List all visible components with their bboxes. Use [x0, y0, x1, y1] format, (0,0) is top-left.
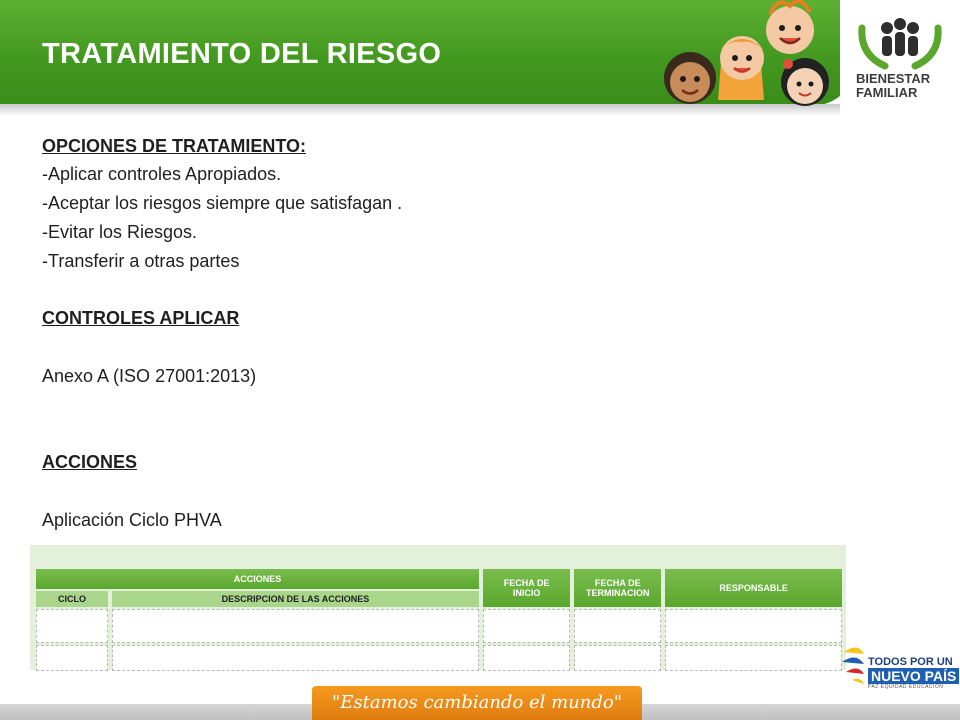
header-banner	[0, 0, 960, 120]
table-cell	[112, 609, 479, 643]
brand-line-2: NUEVO PAÍS	[868, 668, 959, 684]
acciones-table	[32, 567, 846, 673]
table-cell	[665, 609, 842, 643]
fecha-inicio-line1: FECHA DE	[503, 578, 550, 588]
fecha-term-line2: TERMINACION	[586, 588, 650, 598]
table-cell	[574, 609, 661, 643]
opcion-item: -Evitar los Riesgos.	[42, 222, 198, 242]
acciones-table-image	[30, 545, 846, 670]
table-cell	[574, 645, 661, 671]
logo-line-1: BIENESTAR	[856, 71, 931, 86]
table-cell	[483, 645, 570, 671]
table-header-ciclo: CICLO	[36, 591, 108, 607]
family-hands-icon	[840, 0, 960, 70]
brand-line-1: TODOS POR UN	[868, 656, 953, 668]
acciones-heading: ACCIONES	[42, 452, 138, 472]
table-header-descripcion: DESCRIPCION DE LAS ACCIONES	[112, 591, 479, 607]
table-row	[36, 645, 842, 671]
logo-text	[856, 72, 956, 100]
opcion-item: -Transferir a otras partes	[42, 251, 240, 271]
bienestar-familiar-logo	[840, 0, 960, 120]
table-cell	[112, 645, 479, 671]
table-cell	[483, 609, 570, 643]
logo-line-2: FAMILIAR	[856, 85, 918, 100]
controles-heading: CONTROLES APLICAR	[42, 308, 240, 328]
slogan-banner	[312, 686, 642, 720]
page-title: TRATAMIENTO DEL RIESGO	[42, 38, 442, 70]
children-illustration	[660, 0, 850, 110]
fecha-term-line1: FECHA DE	[594, 578, 641, 588]
fecha-inicio-line2: INICIO	[512, 588, 541, 598]
opcion-item: -Aceptar los riesgos siempre que satisfagan .	[42, 193, 403, 213]
acciones-text: Aplicación Ciclo PHVA	[42, 510, 222, 530]
table-header-fecha-inicio	[483, 569, 570, 607]
table-cell	[665, 645, 842, 671]
table-cell	[36, 609, 108, 643]
table-cell	[36, 645, 108, 671]
table-header-fecha-terminacion	[574, 569, 661, 607]
controles-text: Anexo A (ISO 27001:2013)	[42, 366, 257, 386]
table-row	[36, 609, 842, 643]
table-header-acciones: ACCIONES	[36, 569, 479, 589]
opciones-heading: OPCIONES DE TRATAMIENTO:	[42, 136, 307, 156]
table-header-responsable: RESPONSABLE	[665, 569, 842, 607]
opcion-item: -Aplicar controles Apropiados.	[42, 164, 282, 184]
brand-line-3: PAZ EQUIDAD EDUCACIÓN	[868, 684, 944, 690]
slogan-text: "Estamos cambiando el mundo"	[331, 692, 623, 713]
